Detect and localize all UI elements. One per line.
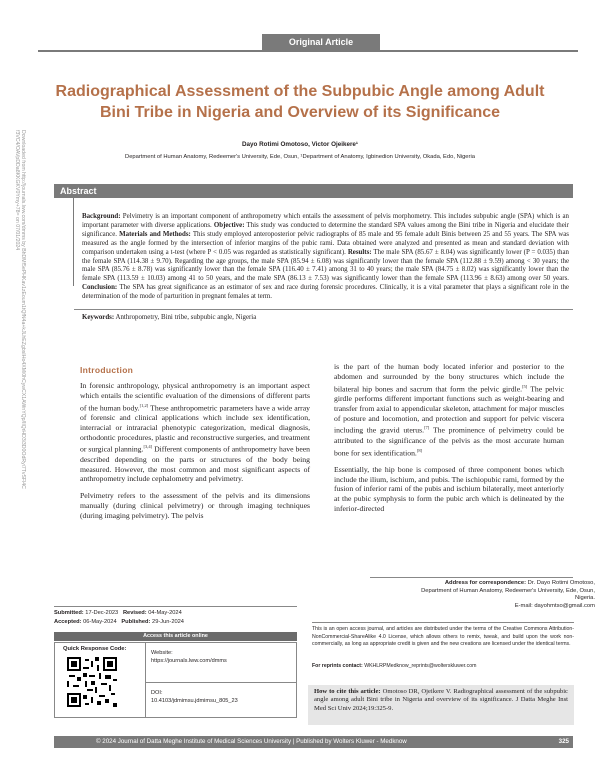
footer-text: © 2024 Journal of Datta Meghe Institute of Medical Sciences University | Published by Wolters Kluwer - Medknow	[96, 738, 407, 745]
submitted-label: Submitted:	[54, 610, 84, 616]
reprints-line	[312, 663, 476, 669]
results-text: The male SPA (85.67 ± 8.04) was significantly lower (P = 0.035) than the female SPA (114.38 ± 9.70). Regarding the age groups, the male SPA (85.94 ± 6.08) was significantly lower than the female SPA (112.88 ± 9.59) among < 30 years; the male SPA (85.76 ± 8.78) was significantly lower than the female SPA (116.40 ± 7.41) among 31 to 40 years; the male SPA (84.75 ± 8.02) was significantly lower than the female SPA (113.59 ± 10.03) among 41 to 50 years, and the male SPA (86.13 ± 7.53) was significantly lower than the female SPA (113.96 ± 8.63) among over 50 years.	[82, 248, 570, 283]
license-rule	[312, 622, 574, 623]
right-column	[334, 362, 564, 521]
results-label: Results:	[347, 248, 372, 256]
doi-block	[151, 689, 238, 705]
cite-label: How to cite this article:	[314, 688, 381, 695]
abstract-text	[82, 213, 569, 302]
doi-link[interactable]: 10.4103/jdmimsu.jdmimsu_805_23	[151, 698, 238, 704]
article-dates	[54, 609, 294, 627]
introduction-heading: Introduction	[80, 365, 134, 375]
background-label: Background:	[82, 213, 121, 220]
reprints-email[interactable]: WKHLRPMedknow_reprints@wolterskluwer.com	[364, 663, 477, 669]
article-title: Radiographical Assessment of the Subpubic Angle among Adult Bini Tribe in Nigeria and Overview of its Significance	[55, 83, 545, 121]
intro-text-1c: Different components of anthropometry have been described depending on the parts or structures of the body being measured. However, the most common and most significant aspects of anthropometry include cephalometry and pelvimetry.	[80, 444, 310, 484]
citation-ref: [7]	[424, 425, 430, 431]
citation-ref: [8]	[416, 447, 423, 453]
methods-label: Materials and Methods:	[119, 230, 191, 238]
dates-rule	[54, 606, 297, 607]
right-paragraph-1	[334, 362, 564, 458]
authors: Dayo Rotimi Omotoso, Victor Ojeikere¹	[241, 141, 359, 148]
intro-text-1a: In forensic anthropology, physical anthropometry is an important aspect which entails the scientific evaluation of the dimensions of different parts of the human body.	[80, 381, 310, 413]
citation-box	[308, 685, 574, 725]
left-column	[80, 381, 310, 527]
abstract-divider	[74, 309, 573, 310]
abstract-box	[74, 205, 573, 321]
citation-ref: [1,2]	[139, 402, 149, 408]
citation-ref: [3,4]	[143, 444, 153, 450]
correspondence-email[interactable]: E-mail: dayohmtso@gmail.com	[514, 602, 595, 609]
access-divider	[145, 643, 146, 717]
qr-code-icon[interactable]	[67, 657, 117, 707]
accepted-date: 06-May-2024	[83, 619, 117, 625]
intro-paragraph-2: Pelvimetry refers to the assessment of the pelvis and its dimensions manually (during clinical pelvimetry) or through imaging techniques (during imaging pelvimetry). The pelvis	[80, 491, 310, 520]
page-number: 325	[558, 738, 569, 745]
website-block	[151, 649, 227, 665]
objective-label: Objective:	[213, 221, 245, 229]
submitted-date: 17-Dec-2023	[85, 610, 119, 616]
reprints-label: For reprints contact:	[312, 663, 363, 669]
abstract-heading: Abstract	[54, 184, 573, 198]
access-heading: Access this article online	[54, 632, 297, 641]
right-paragraph-2: Essentially, the hip bone is composed of three component bones which include the ilium, ischium, and pubis. The ischiopubic rami, formed by the fusion of inferior rami of the pubis and ischium bilaterally, meet anteriorly at the pubic symphysis to form the pubic arch which is delineated by the inferior-directed	[334, 464, 564, 514]
keywords-text: Anthropometry, Bini tribe, subpubic angle, Nigeria	[115, 314, 257, 322]
website-label: Website:	[151, 650, 173, 656]
keywords-label: Keywords:	[82, 314, 115, 322]
keywords	[82, 314, 569, 321]
published-date: 29-Jun-2024	[152, 619, 184, 625]
correspondence-block	[420, 580, 595, 610]
download-watermark: Downloaded from http://journals.lww.com/dmms by BhDMf5ePHKav1zEoum1tQfN4a+kJLhEZgbsIHo4XMi0hCywCX1AWnYQp/IlQrHD3i3D0OdRyi7TvSFl4Cf3VC4/OAVpDDa8KKGKV0Ymy+78= on 07/01/2024	[13, 130, 26, 489]
correspondence-name: Dr. Dayo Rotimi Omotoso,	[527, 580, 595, 586]
cite-text: Omotoso DR, Ojeikere V. Radiographical assessment of the subpubic angle among adult Bini tribe in Nigeria and overview of its significance. J Datta Meghe Inst Med Sci Univ 2024;19:325-9.	[314, 688, 568, 712]
access-hline	[145, 682, 296, 683]
website-link[interactable]: https://journals.lww.com/dmms	[151, 658, 227, 664]
access-box	[54, 642, 297, 718]
revised-label: Revised:	[122, 610, 147, 616]
correspondence-rule	[370, 577, 573, 578]
license-text: This is an open access journal, and articles are distributed under the terms of the Creative Commons Attribution-NonCommercial-ShareAlike 4.0 License, which allows others to remix, tweak, and build upon the work non-commercially, as long as appropriate credit is given and the new creations are licensed under the identical terms.	[312, 626, 574, 647]
qr-label: Quick Response Code:	[63, 646, 127, 652]
objective-text: This study was conducted to determine the standard SPA values among the Bini tribe in Nigeria and elucidate their significance.	[82, 221, 569, 238]
revised-date: 04-May-2024	[148, 610, 182, 616]
citation-ref: [5]	[522, 383, 528, 389]
right-text-1c: The prominence of pelvimetry could be attributed to the significance of the pelvis as the most accurate human bone for sex identification.	[334, 425, 565, 458]
doi-label: DOI:	[151, 690, 163, 696]
intro-text-1b: These anthropometric parameters have a wide array of forensic and clinical applications which include sex identification, interracial or intraracial phenotypic categorization, medical diagnosis, orthodontic procedures, plastic and reconstructive surgeries, and treatment or surgical planning.	[80, 403, 310, 454]
affiliations: Department of Human Anatomy, Redeemer's University, Ede, Osun, ¹Department of Anatomy, Igbinedion University, Okada, Edo, Nigeria	[125, 154, 475, 160]
right-text-1b: The pelvic girdle performs different important functions such as weight-bearing and transfer from axial to appendicular skeleton, attachment for major muscles of posture and locomotion, and protection and support for pelvic viscera including the gravid uterus.	[334, 384, 564, 435]
background-text: Pelvimetry is an important component of anthropometry which entails the assessment of pelvis morphometry. This includes subpubic angle (SPA) which is an important parameter with diverse applications.	[82, 213, 569, 229]
footer-bar	[54, 736, 573, 748]
intro-paragraph-1	[80, 381, 310, 484]
article-type-banner: Original Article	[262, 34, 380, 50]
published-label: Published:	[121, 619, 151, 625]
accepted-label: Accepted:	[54, 619, 82, 625]
methods-text: This study employed anteroposterior pelvic radiographs of 85 male and 95 female adult Binis between 25 and 55 years. The SPA was measured as the angle formed by the intersection of inferior margins of the pubic rami. Data obtained were analyzed and presented as mean and standard deviation with comparison undertaken using a t-test (where P < 0.05 was regarded as statistically significant).	[82, 230, 569, 256]
conclusion-text: The SPA has great significance as an estimator of sex and race during forensic procedures. Clinically, it is a vital parameter that plays a significant role in the determination of the mode of parturition in pregnant females at term.	[82, 284, 569, 301]
correspondence-address: Department of Human Anatomy, Redeemer's University, Ede, Osun, Nigeria.	[421, 587, 595, 602]
correspondence-label: Address for correspondence:	[444, 580, 527, 586]
right-text-1a: is the part of the human body located inferior and posterior to the abdomen and surrounded by the bony structures which include the bilateral hip bones and sacrum that form the pelvic girdle.	[334, 362, 564, 394]
banner-rule	[38, 50, 578, 52]
conclusion-label: Conclusion:	[82, 284, 118, 292]
